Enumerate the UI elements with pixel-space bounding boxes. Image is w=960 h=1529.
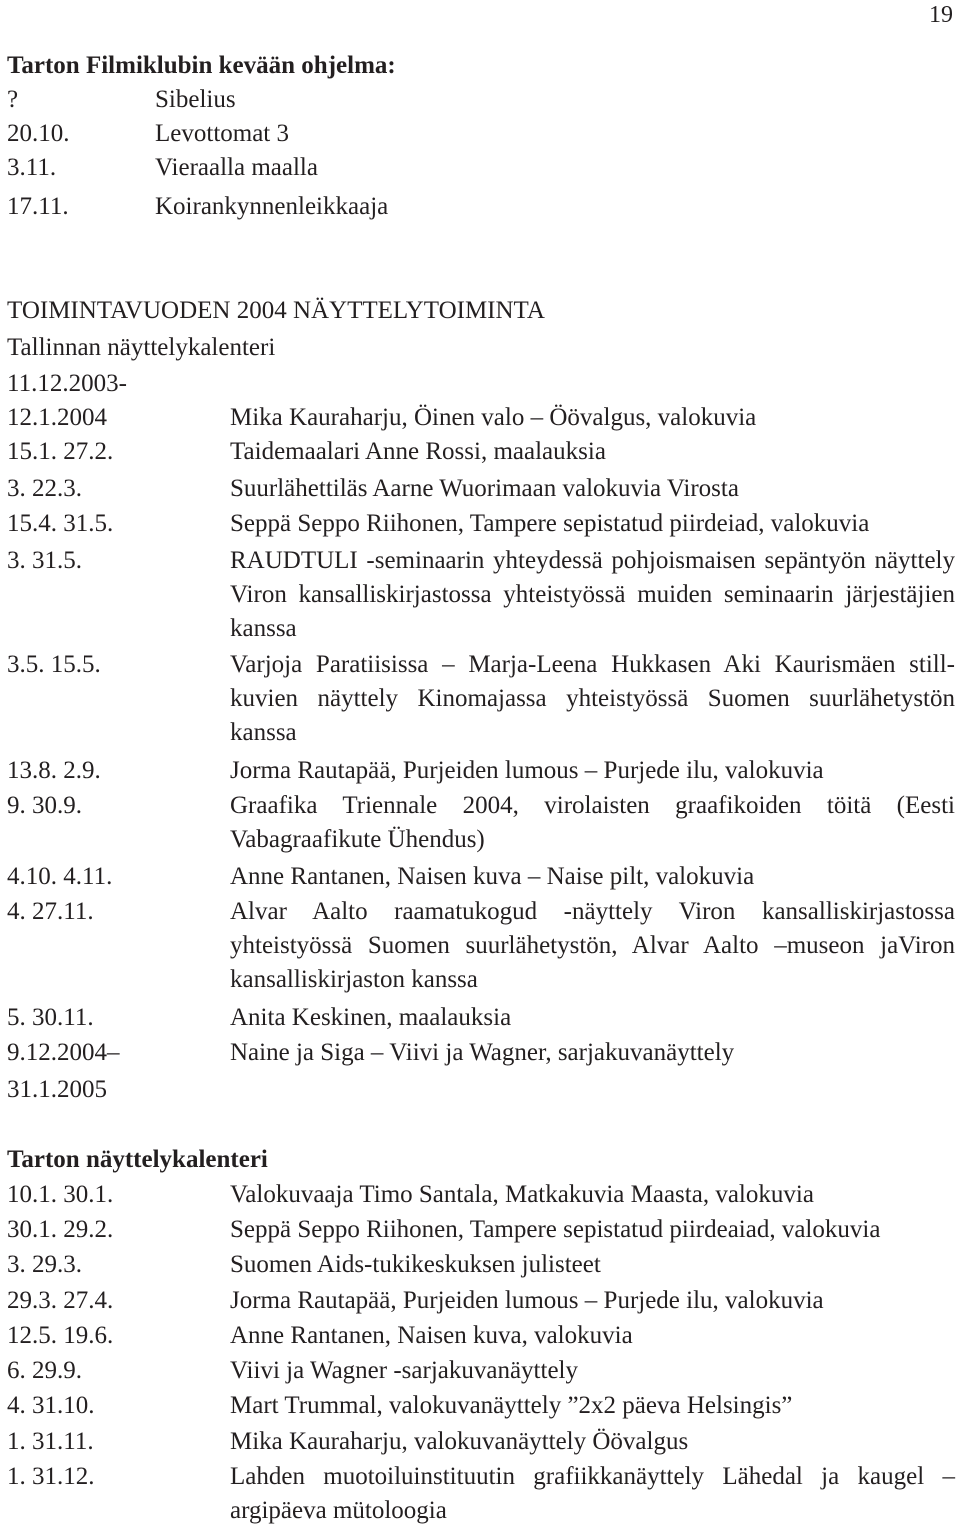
tallinn-item xyxy=(7,860,955,894)
item-date: 4. 31.10. xyxy=(7,1392,95,1419)
film-item xyxy=(7,83,607,117)
tartu-item xyxy=(7,1248,955,1282)
tallinn-last-date: 31.1.2005 xyxy=(7,1076,107,1103)
tallinn-item xyxy=(7,435,955,469)
film-date: 20.10. xyxy=(7,120,70,147)
item-text: Varjoja Paratiisissa – Marja-Leena Hukkasen Aki Kaurismäen still-kuvien näyttely Kinomajassa yhteistyössä Suomen suurlähetystön kanssa xyxy=(230,651,955,746)
tallinn-item xyxy=(7,1001,955,1035)
item-text: Taidemaalari Anne Rossi, maalauksia xyxy=(230,438,606,465)
item-date: 3. 31.5. xyxy=(7,547,82,574)
tallinn-item xyxy=(7,507,955,541)
item-date: 3. 29.3. xyxy=(7,1251,82,1278)
item-text: Graafika Triennale 2004, virolaisten graafikoiden töitä (Eesti Vabagraafikute Ühendus) xyxy=(230,792,955,853)
item-date: 1. 31.12. xyxy=(7,1463,95,1490)
tartu-heading: Tarton näyttelykalenteri xyxy=(7,1146,268,1173)
item-date: 15.4. 31.5. xyxy=(7,510,114,537)
tartu-item xyxy=(7,1389,955,1423)
item-text: Suomen Aids-tukikeskuksen julisteet xyxy=(230,1251,601,1278)
tartu-item xyxy=(7,1213,955,1247)
item-date: 9. 30.9. xyxy=(7,792,82,819)
tallinn-item xyxy=(7,789,955,857)
item-text: Viivi ja Wagner -sarjakuvanäyttely xyxy=(230,1357,578,1384)
item-date: 3.5. 15.5. xyxy=(7,651,101,678)
item-date: 5. 30.11. xyxy=(7,1004,94,1031)
tallinn-item xyxy=(7,544,955,646)
item-text: Alvar Aalto raamatukogud -näyttely Viron kansalliskirjastossa yhteistyössä Suomen suurlähetystön, Alvar Aalto –museon jaViron kansalliskirjaston kanssa xyxy=(230,898,955,993)
tartu-item xyxy=(7,1178,955,1212)
item-text: Anne Rantanen, Naisen kuva – Naise pilt, valokuvia xyxy=(230,863,755,890)
film-club-heading: Tarton Filmiklubin kevään ohjelma: xyxy=(7,52,396,79)
item-text: Mart Trummal, valokuvanäyttely ”2x2 päeva Helsingis” xyxy=(230,1392,793,1419)
tartu-item xyxy=(7,1425,955,1459)
item-date: 12.1.2004 xyxy=(7,404,107,431)
film-item xyxy=(7,190,607,224)
item-date: 6. 29.9. xyxy=(7,1357,82,1384)
item-text: Seppä Seppo Riihonen, Tampere sepistatud piirdeiad, valokuvia xyxy=(230,510,870,537)
item-text: Naine ja Siga – Viivi ja Wagner, sarjakuvanäyttely xyxy=(230,1039,735,1066)
item-date: 30.1. 29.2. xyxy=(7,1216,114,1243)
film-title: Sibelius xyxy=(155,86,236,113)
tartu-item xyxy=(7,1319,955,1353)
item-date: 12.5. 19.6. xyxy=(7,1322,114,1349)
film-title: Levottomat 3 xyxy=(155,120,289,147)
item-date: 13.8. 2.9. xyxy=(7,757,101,784)
item-date: 3. 22.3. xyxy=(7,475,82,502)
tallinn-first-date: 11.12.2003- xyxy=(7,370,127,397)
item-date: 4. 27.11. xyxy=(7,898,94,925)
item-text: Valokuvaaja Timo Santala, Matkakuvia Maasta, valokuvia xyxy=(230,1181,814,1208)
tallinn-item xyxy=(7,648,955,750)
item-text: Jorma Rautapää, Purjeiden lumous – Purjede ilu, valokuvia xyxy=(230,757,824,784)
item-text: RAUDTULI -seminaarin yhteydessä pohjoismaisen sepäntyön näyttely Viron kansalliskirjastossa yhteistyössä muiden seminaarin järjestäjien kanssa xyxy=(230,547,955,642)
film-title: Vieraalla maalla xyxy=(155,154,318,181)
tallinn-item xyxy=(7,895,955,997)
item-date: 15.1. 27.2. xyxy=(7,438,114,465)
film-date: ? xyxy=(7,86,19,113)
tartu-item xyxy=(7,1354,955,1388)
item-text: Anita Keskinen, maalauksia xyxy=(230,1004,512,1031)
film-date: 3.11. xyxy=(7,154,57,181)
item-date: 9.12.2004– xyxy=(7,1039,120,1066)
film-item xyxy=(7,117,607,151)
item-date: 29.3. 27.4. xyxy=(7,1287,114,1314)
tallinn-item xyxy=(7,754,955,788)
film-item xyxy=(7,151,607,185)
item-date: 10.1. 30.1. xyxy=(7,1181,114,1208)
tallinn-item xyxy=(7,401,955,435)
item-date: 1. 31.11. xyxy=(7,1428,94,1455)
tallinn-item xyxy=(7,472,955,506)
item-text: Anne Rantanen, Naisen kuva, valokuvia xyxy=(230,1322,633,1349)
item-text: Mika Kauraharju, Öinen valo – Öövalgus, valokuvia xyxy=(230,404,757,431)
tallinn-item xyxy=(7,1036,955,1070)
item-date: 4.10. 4.11. xyxy=(7,863,113,890)
item-text: Lahden muotoiluinstituutin grafiikkanäyttely Lähedal ja kaugel – argipäeva mütoloogia xyxy=(230,1463,955,1524)
tartu-item xyxy=(7,1460,955,1528)
exhibitions-heading: TOIMINTAVUODEN 2004 NÄYTTELYTOIMINTA xyxy=(7,297,545,324)
tallinn-heading: Tallinnan näyttelykalenteri xyxy=(7,334,276,361)
page-number: 19 xyxy=(929,2,953,28)
film-date: 17.11. xyxy=(7,193,69,220)
item-text: Jorma Rautapää, Purjeiden lumous – Purjede ilu, valokuvia xyxy=(230,1287,824,1314)
item-text: Mika Kauraharju, valokuvanäyttely Öövalgus xyxy=(230,1428,689,1455)
item-text: Seppä Seppo Riihonen, Tampere sepistatud piirdeaiad, valokuvia xyxy=(230,1216,881,1243)
item-text: Suurlähettiläs Aarne Wuorimaan valokuvia Virosta xyxy=(230,475,739,502)
film-title: Koirankynnenleikkaaja xyxy=(155,193,389,220)
tartu-item xyxy=(7,1284,955,1318)
